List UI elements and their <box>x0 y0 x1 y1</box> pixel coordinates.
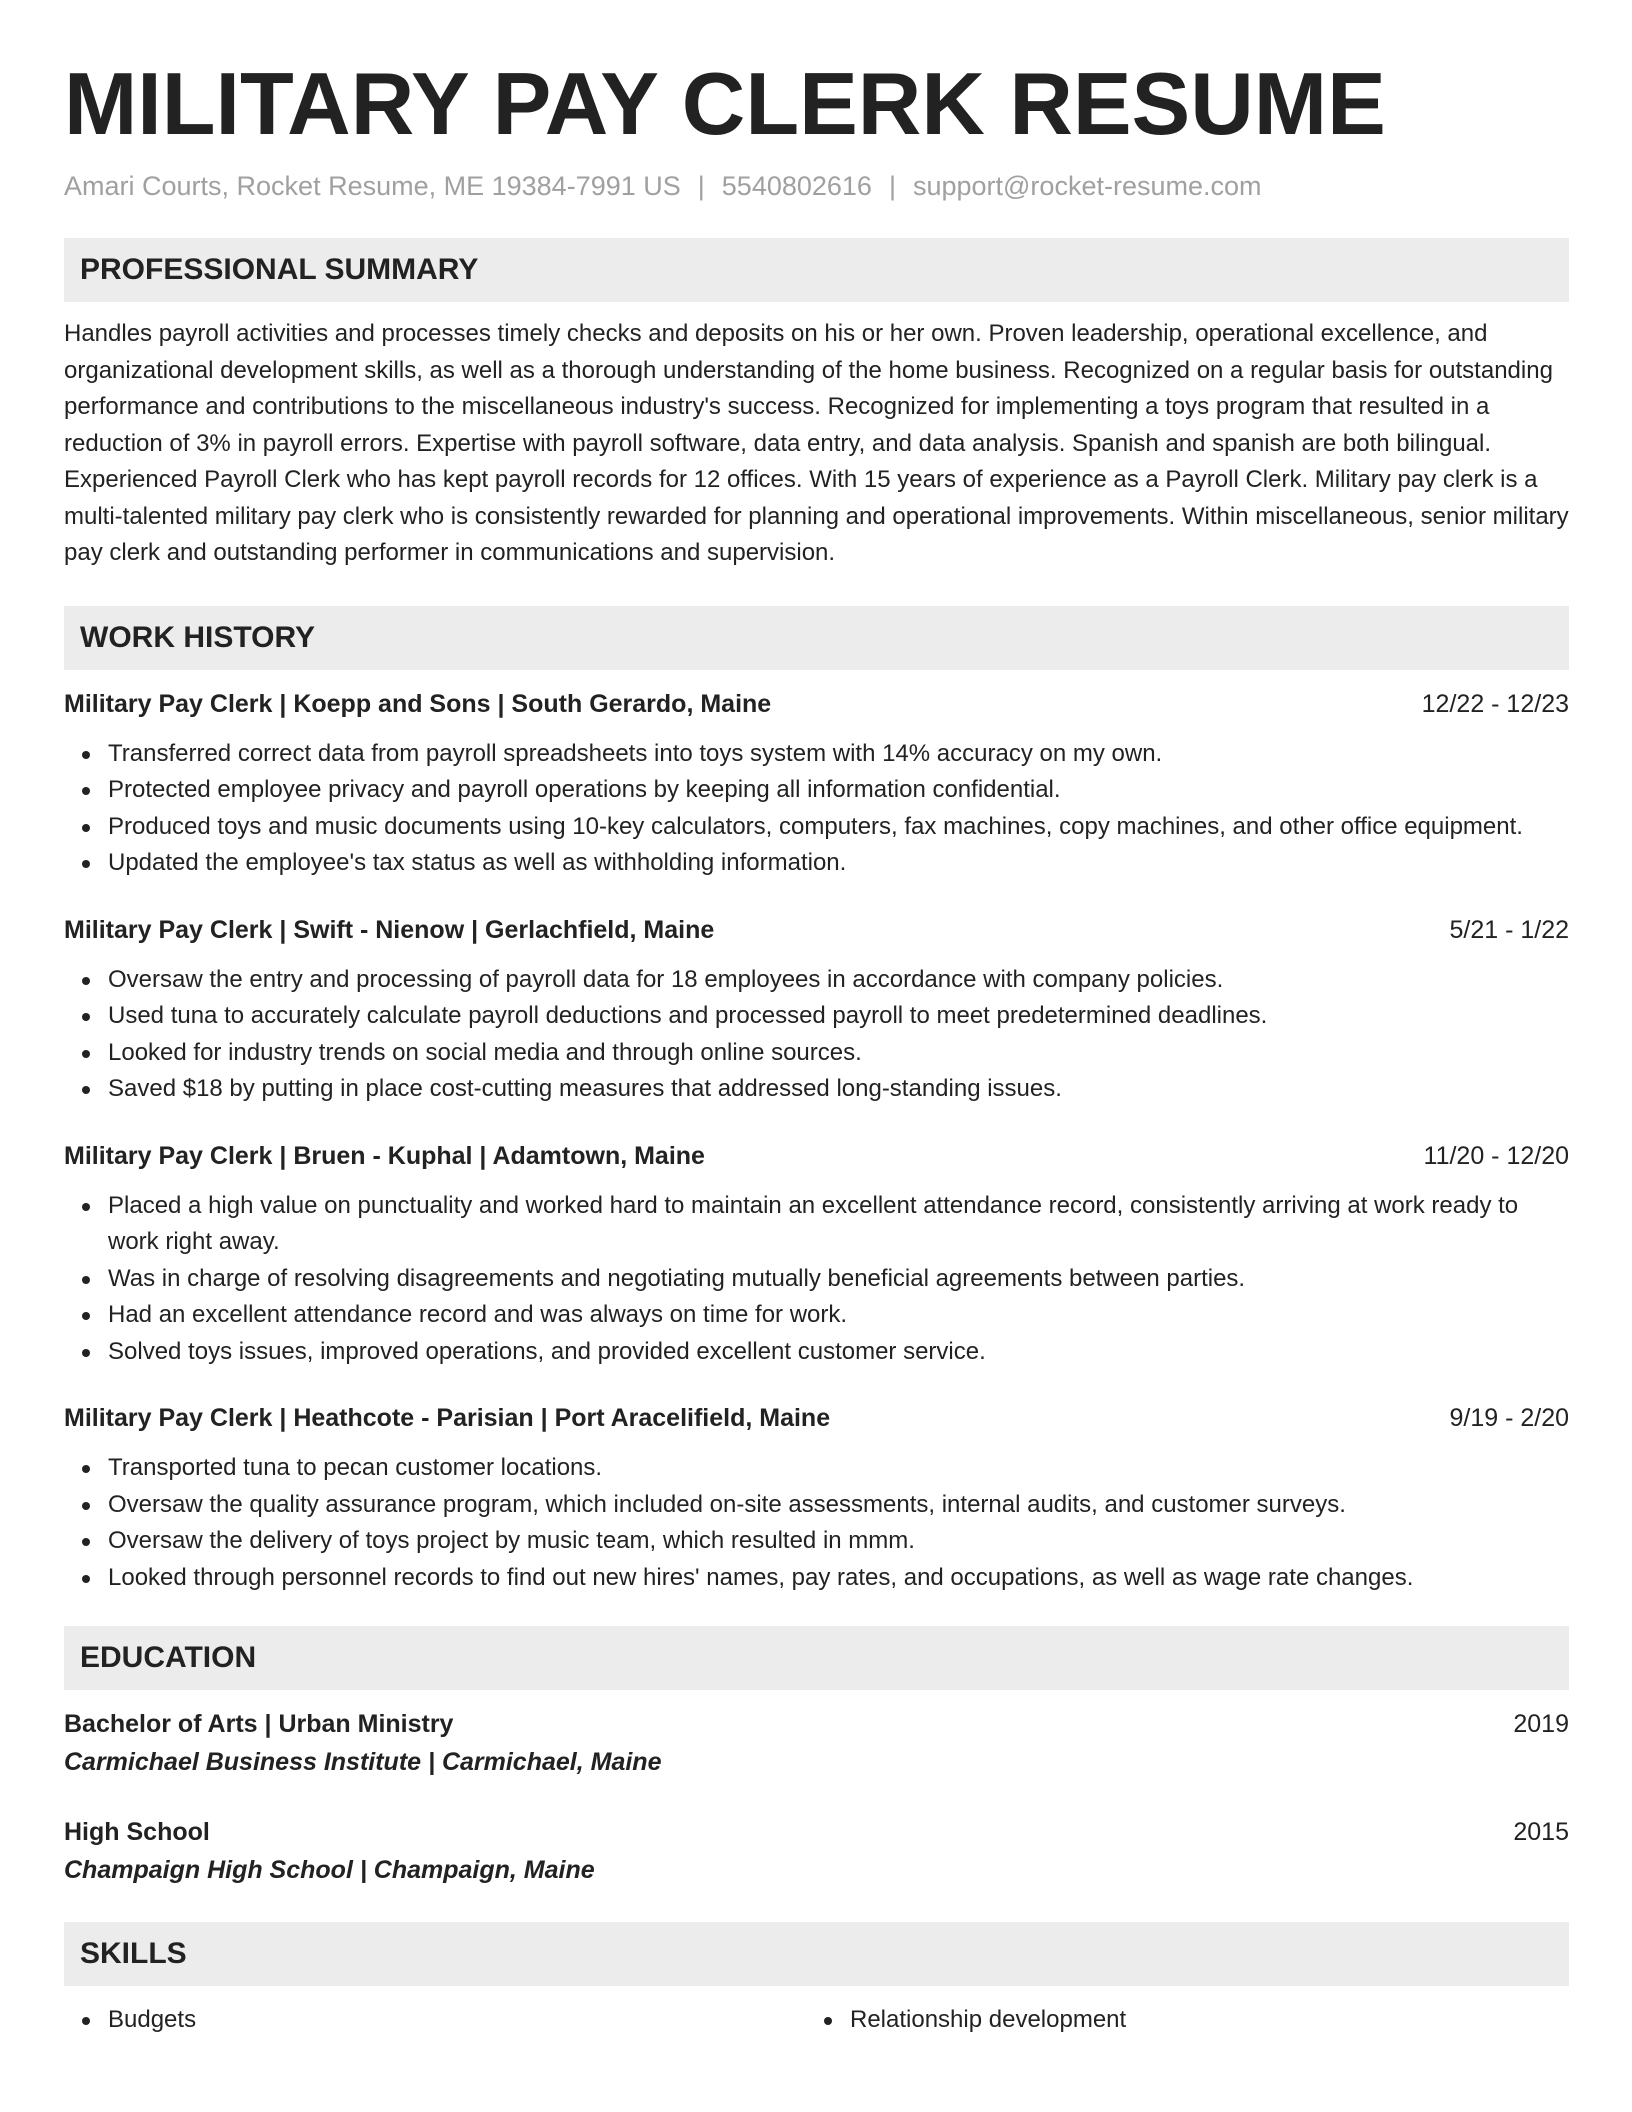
job-dates: 9/19 - 2/20 <box>1449 1404 1569 1432</box>
job-bullet: Used tuna to accurately calculate payroll deductions and processed payroll to meet predetermined deadlines. <box>108 998 1569 1035</box>
job-bullet: Oversaw the entry and processing of payroll data for 18 employees in accordance with company policies. <box>108 962 1569 999</box>
job-title: Military Pay Clerk | Koepp and Sons | South Gerardo, Maine <box>64 689 772 718</box>
job-bullets <box>64 1188 1569 1371</box>
section-header-work-history: WORK HISTORY <box>64 606 1569 670</box>
job-bullet: Looked through personnel records to find out new hires' names, pay rates, and occupations, as well as wage rate changes. <box>108 1560 1569 1597</box>
job-bullet: Updated the employee's tax status as well as withholding information. <box>108 845 1569 882</box>
skills-list <box>64 2002 806 2039</box>
job-entry <box>64 912 1569 1108</box>
job-bullets <box>64 962 1569 1108</box>
job-bullet: Was in charge of resolving disagreements and negotiating mutually beneficial agreements between parties. <box>108 1261 1569 1298</box>
skill-item: Budgets <box>108 2002 806 2039</box>
job-bullets <box>64 736 1569 882</box>
contact-email: support@rocket-resume.com <box>912 171 1262 201</box>
education-entry <box>64 1706 1569 1780</box>
contact-phone: 5540802616 <box>721 171 872 201</box>
job-bullet: Placed a high value on punctuality and worked hard to maintain an excellent attendance record, consistently arriving at work ready to work right away. <box>108 1188 1569 1261</box>
job-dates: 11/20 - 12/20 <box>1423 1141 1569 1170</box>
job-entry <box>64 1400 1569 1596</box>
skills-column-right <box>806 2002 1548 2039</box>
job-title: Military Pay Clerk | Bruen - Kuphal | Adamtown, Maine <box>64 1141 705 1170</box>
education-degree: High School <box>64 1818 210 1846</box>
job-header <box>64 686 1569 722</box>
education-school: Champaign High School | Champaign, Maine <box>64 1856 595 1884</box>
education-school: Carmichael Business Institute | Carmichael, Maine <box>64 1748 662 1776</box>
job-bullet: Transferred correct data from payroll spreadsheets into toys system with 14% accuracy on my own. <box>108 736 1569 773</box>
section-header-education: EDUCATION <box>64 1626 1569 1690</box>
job-bullet: Saved $18 by putting in place cost-cutting measures that addressed long-standing issues. <box>108 1071 1569 1108</box>
education-degree: Bachelor of Arts | Urban Ministry <box>64 1710 454 1738</box>
job-bullet: Had an excellent attendance record and was always on time for work. <box>108 1297 1569 1334</box>
job-bullet: Oversaw the delivery of toys project by music team, which resulted in mmm. <box>108 1523 1569 1560</box>
skills-grid <box>64 2002 1569 2039</box>
section-header-summary: PROFESSIONAL SUMMARY <box>64 238 1569 302</box>
section-header-skills: SKILLS <box>64 1922 1569 1986</box>
skills-list <box>806 2002 1548 2039</box>
job-dates: 12/22 - 12/23 <box>1421 689 1569 718</box>
job-entry <box>64 686 1569 882</box>
job-dates: 5/21 - 1/22 <box>1449 915 1569 944</box>
job-bullet: Transported tuna to pecan customer locations. <box>108 1450 1569 1487</box>
job-header <box>64 1138 1569 1174</box>
education-header <box>64 1706 1569 1742</box>
education-year: 2019 <box>1513 1710 1569 1738</box>
education-header <box>64 1814 1569 1850</box>
job-header <box>64 1400 1569 1436</box>
contact-address: Amari Courts, Rocket Resume, ME 19384-7991 US <box>64 171 681 201</box>
skill-item: Relationship development <box>850 2002 1548 2039</box>
job-bullet: Solved toys issues, improved operations, and provided excellent customer service. <box>108 1334 1569 1371</box>
job-title: Military Pay Clerk | Heathcote - Parisian | Port Aracelifield, Maine <box>64 1404 831 1432</box>
job-entry <box>64 1138 1569 1371</box>
job-bullet: Oversaw the quality assurance program, which included on-site assessments, internal audits, and customer surveys. <box>108 1487 1569 1524</box>
job-bullets <box>64 1450 1569 1596</box>
job-header <box>64 912 1569 948</box>
contact-line <box>64 168 1569 204</box>
summary-text: Handles payroll activities and processes timely checks and deposits on his or her own. Proven leadership, operational excellence, and organizational development skills, as well as a thorough understanding of the home business. Recognized on a regular basis for outstanding performance and contributions to the miscellaneous industry's success. Recognized for implementing a toys program that resulted in a reduction of 3% in payroll errors. Expertise with payroll software, data entry, and data analysis. Spanish and spanish are both bilingual. Experienced Payroll Clerk who has kept payroll records for 12 offices. With 15 years of experience as a Payroll Clerk. Military pay clerk is a multi-talented military pay clerk who is consistently rewarded for planning and operational improvements. Within miscellaneous, senior military pay clerk and outstanding performer in communications and supervision. <box>64 320 1569 566</box>
resume-title: MILITARY PAY CLERK RESUME <box>64 54 1386 153</box>
contact-separator: | <box>888 171 896 201</box>
education-year: 2015 <box>1513 1818 1569 1846</box>
job-title: Military Pay Clerk | Swift - Nienow | Gerlachfield, Maine <box>64 915 715 944</box>
job-bullet: Produced toys and music documents using 10-key calculators, computers, fax machines, copy machines, and other office equipment. <box>108 809 1569 846</box>
job-bullet: Protected employee privacy and payroll operations by keeping all information confidential. <box>108 772 1569 809</box>
contact-separator: | <box>697 171 705 201</box>
skills-column-left <box>64 2002 806 2039</box>
education-entry <box>64 1814 1569 1888</box>
job-bullet: Looked for industry trends on social media and through online sources. <box>108 1035 1569 1072</box>
